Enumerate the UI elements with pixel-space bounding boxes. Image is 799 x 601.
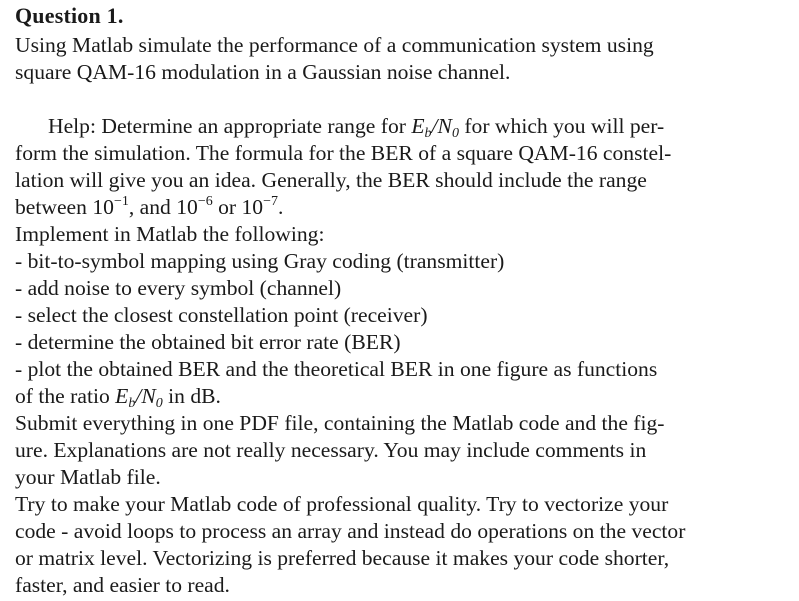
list-item-continuation: of the ratio $E_b/N_0$ in dB. [15,384,221,411]
implement-heading: Implement in Matlab the following: [15,222,325,246]
question-title: Question 1. [15,3,124,28]
help-line-1 [48,113,664,139]
exponent-2: −6 [197,194,213,209]
quality-line-1: Try to make your Matlab code of professional quality. Try to vectorize your [15,492,669,516]
submit-line-1: Submit everything in one PDF file, containing the Matlab code and the fig- [15,411,665,435]
quality-line-2: code - avoid loops to process an array and instead do operations on the vector [15,519,686,543]
list-item: - determine the obtained bit error rate (BER) [15,330,401,354]
intro-line-1: Using Matlab simulate the performance of a communication system using [15,33,654,57]
list-item: - plot the obtained BER and the theoretical BER in one figure as functions [15,357,658,381]
quality-line-3: or matrix level. Vectorizing is preferred because it makes your code shorter, [15,546,670,570]
submit-line-3: your Matlab file. [15,465,161,489]
exponent-1: −1 [113,194,129,209]
list-item: - select the closest constellation point (receiver) [15,303,428,327]
quality-line-4: faster, and easier to read. [15,573,230,597]
exponent-3: −7 [263,194,279,209]
list-item: - bit-to-symbol mapping using Gray coding (transmitter) [15,249,505,273]
eb-n0-ratio: $E_b/N_0$ [411,114,459,141]
help-line-4: between $10^{-1}$, and $10^{-6}$ or $10^{-7}$. [15,194,284,219]
help-line-2: form the simulation. The formula for the BER of a square QAM-16 constel- [15,141,672,165]
help-line-1-start: Help: Determine an appropriate range for [48,114,412,138]
help-line-3: lation will give you an idea. Generally, the BER should include the range [15,168,647,192]
help-line-1-end: for which you will per- [458,114,665,138]
submit-line-2: ure. Explanations are not really necessary. You may include comments in [15,438,647,462]
list-item: - add noise to every symbol (channel) [15,276,342,300]
intro-line-2: square QAM-16 modulation in a Gaussian noise channel. [15,60,511,84]
eb-n0-ratio: $E_b/N_0$ [115,384,163,411]
